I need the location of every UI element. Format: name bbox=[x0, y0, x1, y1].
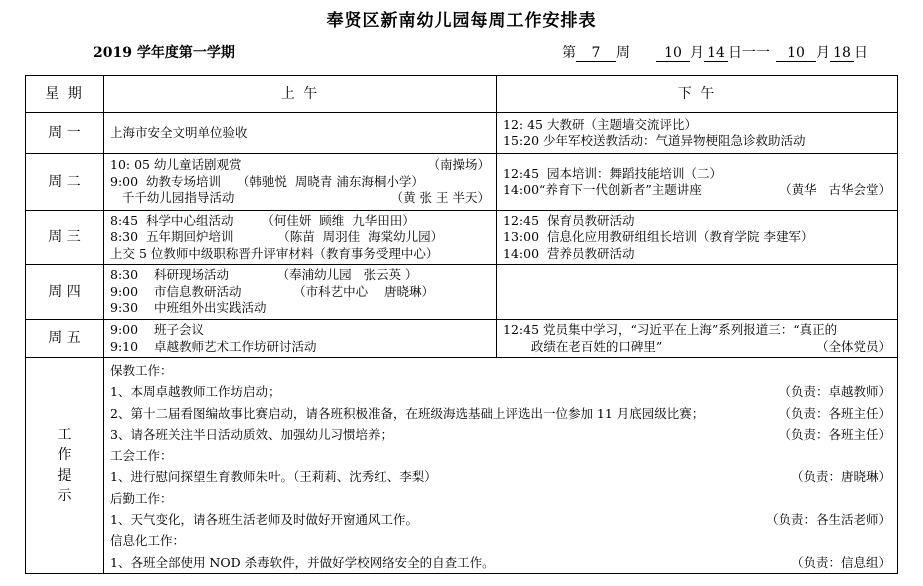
day-label: 周 一 bbox=[26, 113, 104, 154]
am-line: 千千幼儿园指导活动 （黄 张 王 半天） bbox=[110, 190, 490, 206]
day-separator: 日一一 bbox=[728, 45, 770, 61]
pm-line: 12:45 保育员教研活动 bbox=[503, 212, 635, 228]
week-prefix: 第 bbox=[562, 45, 576, 61]
month-label: 月 bbox=[816, 45, 830, 61]
day-row bbox=[26, 265, 898, 320]
tips-cell bbox=[104, 358, 898, 574]
pm-line: 政绩在老百姓的口碑里” （全体党员） bbox=[503, 338, 891, 354]
day-label: 周 二 bbox=[26, 154, 104, 211]
pm-line: 12:45 园本培训：舞蹈技能培训（二） bbox=[503, 165, 722, 181]
am-cell bbox=[104, 154, 497, 211]
day-label: 周 三 bbox=[26, 211, 104, 265]
page-title: 奉贤区新南幼儿园每周工作安排表 bbox=[326, 11, 597, 31]
am-line: 9:10 卓越教师艺术工作坊研讨活动 bbox=[110, 338, 317, 354]
week-number: 7 bbox=[576, 46, 616, 62]
am-line: 9:00 市信息教研活动 （市科艺中心 唐晓琳） bbox=[110, 283, 435, 299]
header-am: 上 午 bbox=[104, 76, 497, 113]
tip-line: 1、进行慰问探望生育教师朱叶。（王莉莉、沈秀红、李梨） （负责：唐晓琳） bbox=[110, 469, 891, 485]
pm-line: 12:45 党员集中学习，“习近平在上海”系列报道三：“真正的 bbox=[503, 322, 838, 337]
tip-line: 3、请各班关注半日活动质效、加强幼儿习惯培养； （负责：各班主任） bbox=[110, 426, 891, 442]
am-line: 上海市安全文明单位验收 bbox=[110, 124, 248, 140]
am-cell bbox=[104, 113, 497, 154]
am-cell bbox=[104, 320, 497, 358]
pm-line: 14:00“养育下一代创新者”主题讲座 （黄华 古华会堂） bbox=[503, 182, 891, 197]
pm-cell bbox=[497, 211, 898, 265]
am-line: 8:30 五年期回炉培训 （陈苗 周羽佳 海棠幼儿园） bbox=[110, 229, 444, 245]
tip-line: 信息化工作： bbox=[110, 533, 186, 549]
header-weekday: 星 期 bbox=[26, 76, 104, 113]
pm-cell bbox=[497, 154, 898, 211]
semester-label: 2019 学年度第一学期 bbox=[93, 45, 235, 61]
am-cell bbox=[104, 211, 497, 265]
month-label: 月 bbox=[690, 45, 704, 61]
tip-line: 2、第十二届看图编故事比赛启动，请各班积极准备，在班级海选基础上评选出一位参加 11 月底园级比赛； （负责：各班主任） bbox=[110, 405, 891, 421]
pm-cell-empty bbox=[497, 265, 898, 320]
day-label: 周 五 bbox=[26, 320, 104, 358]
week-suffix: 周 bbox=[616, 45, 630, 61]
tips-label: 工 作 提 示 bbox=[26, 358, 104, 574]
day-label: 周 四 bbox=[26, 265, 104, 320]
am-line: 9:30 中班组外出实践活动 bbox=[110, 300, 267, 316]
tips-row bbox=[26, 358, 898, 574]
pm-line: 14:00 营养员教研活动 bbox=[503, 245, 635, 261]
pm-line: 12: 45 大教研（主题墙交流评比） bbox=[503, 116, 697, 132]
tip-line: 后勤工作： bbox=[110, 490, 173, 506]
pm-cell bbox=[497, 320, 898, 358]
start-month: 10 bbox=[656, 46, 690, 62]
start-day: 14 bbox=[704, 46, 728, 62]
pm-line: 15:20 少年军校送教活动：气道异物梗阻急诊救助活动 bbox=[503, 133, 806, 148]
end-month: 10 bbox=[776, 46, 816, 62]
pm-line: 13:00 信息化应用教研组组长培训（教育学院 李建军） bbox=[503, 229, 814, 245]
tip-line: 1、天气变化，请各班生活老师及时做好开窗通风工作。 （负责：各生活老师） bbox=[110, 512, 891, 528]
tip-line: 1、各班全部使用 NOD 杀毒软件，并做好学校网络安全的自查工作。 （负责：信息组） bbox=[110, 554, 891, 570]
day-end: 日 bbox=[854, 45, 868, 61]
am-line: 8:45 科学中心组活动 （何佳妍 顾维 九华田田） bbox=[110, 212, 415, 228]
am-line: 10: 05 幼儿童话剧观赏 （南操场） bbox=[110, 157, 490, 173]
am-line: 8:30 科研现场活动 （奉浦幼儿园 张云英 ） bbox=[110, 267, 418, 283]
tip-line: 1、本周卓越教师工作坊启动； （负责：卓越教师） bbox=[110, 384, 891, 400]
tip-line: 工会工作： bbox=[110, 448, 173, 464]
week-range bbox=[562, 42, 868, 62]
day-row bbox=[26, 113, 898, 154]
schedule-table bbox=[25, 75, 898, 574]
day-row bbox=[26, 211, 898, 265]
end-day: 18 bbox=[830, 46, 854, 62]
header-pm: 下 午 bbox=[497, 76, 898, 113]
am-line: 上交 5 位教师中级职称晋升评审材料（教育事务受理中心） bbox=[110, 245, 439, 261]
am-line: 9:00 班子会议 bbox=[110, 322, 204, 337]
day-row bbox=[26, 320, 898, 358]
am-line: 9:00 幼教专场培训 （韩驰悦 周晓青 浦东海桐小学） bbox=[110, 173, 424, 189]
tip-line: 保教工作： bbox=[110, 363, 173, 378]
day-row bbox=[26, 154, 898, 211]
header-row bbox=[26, 76, 898, 113]
am-cell bbox=[104, 265, 497, 320]
pm-cell bbox=[497, 113, 898, 154]
